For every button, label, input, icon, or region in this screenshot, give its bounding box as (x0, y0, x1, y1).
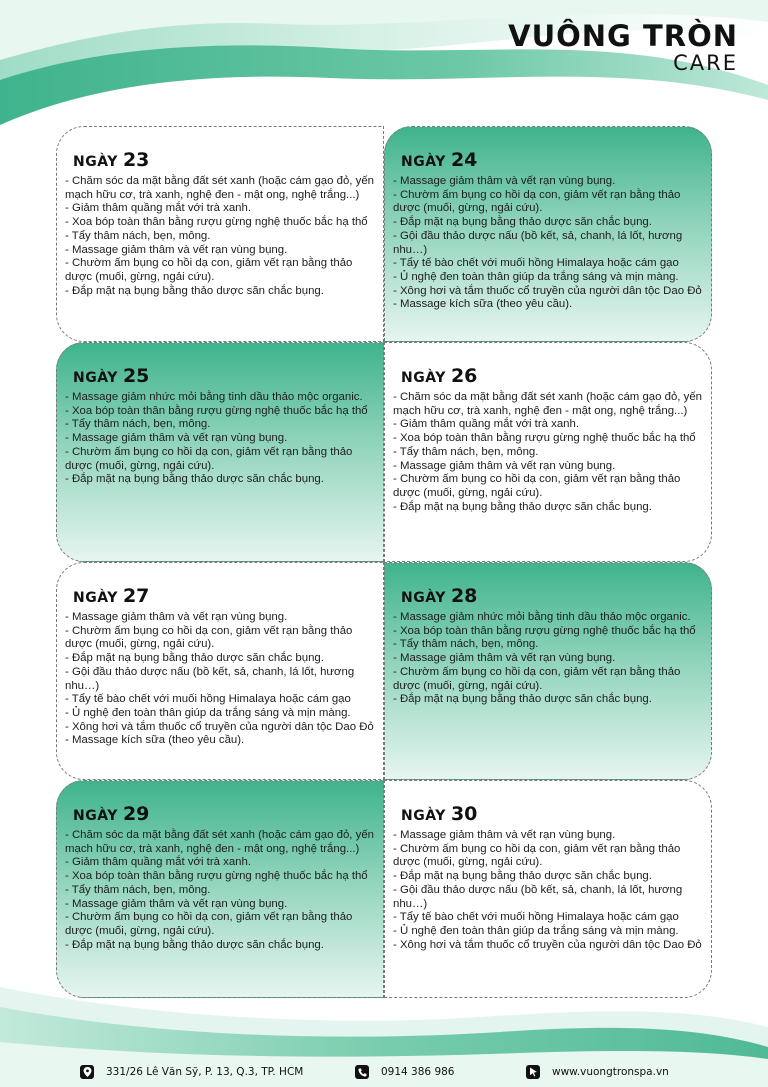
phone-icon (355, 1065, 369, 1079)
map-pin-icon (80, 1065, 94, 1079)
activity-item: - Gội đầu thảo dược nấu (bồ kết, sả, chanh, lá lốt, hương nhu…) (65, 665, 355, 692)
day-title (73, 803, 375, 825)
activity-item: - Chườm ấm bụng co hồi dạ con, giảm vết rạn bằng thảo dược (muối, gừng, ngải cứu). (65, 445, 353, 472)
footer-address (80, 1065, 303, 1079)
activity-item: - Xoa bóp toàn thân bằng rượu gừng nghệ thuốc bắc hạ thổ (393, 624, 696, 637)
activity-list (393, 611, 703, 707)
activity-item: - Chườm ấm bụng co hồi dạ con, giảm vết rạn bằng thảo dược (muối, gừng, ngải cứu). (65, 911, 353, 937)
activity-list (393, 829, 703, 952)
activity-item: - Massage giảm thâm và vết rạn vùng bụng. (393, 829, 616, 841)
day-number: 28 (450, 585, 478, 607)
day-label: NGÀY (401, 154, 446, 170)
address-text: 331/26 Lê Văn Sỹ, P. 13, Q.3, TP. HCM (106, 1066, 304, 1078)
activity-item: - Giảm thâm quầng mắt với trà xanh. (393, 418, 579, 431)
activity-item: - Chườm ấm bụng co hồi dạ con, giảm vết rạn bằng thảo dược (muối, gừng, ngải cứu). (393, 842, 681, 869)
day-title (73, 585, 375, 607)
activity-item: - Tẩy tế bào chết với muối hồng Himalaya hoặc cám gạo (393, 257, 679, 270)
activity-item: - Đắp mặt nạ bụng bằng thảo dược săn chắc bụng. (65, 938, 324, 951)
activity-list (393, 175, 703, 312)
activity-item: - Massage kích sữa (theo yêu cầu). (393, 298, 573, 311)
footer-website[interactable] (526, 1065, 669, 1079)
activity-item: - Ủ nghệ đen toàn thân giúp da trắng sáng và mịn màng. (393, 924, 679, 937)
activity-item: - Tẩy thâm nách, bẹn, mông. (393, 638, 539, 651)
activity-item: - Tẩy thâm nách, bẹn, mông. (65, 418, 211, 431)
day-card-24 (384, 126, 712, 342)
activity-item: - Đắp mặt nạ bụng bằng thảo dược săn chắc bụng. (65, 284, 324, 297)
activity-list (393, 391, 703, 514)
day-card-26 (384, 342, 712, 562)
day-card-23 (56, 126, 384, 342)
activity-list (65, 175, 375, 298)
activity-item: - Massage giảm thâm và vết rạn vùng bụng. (65, 897, 288, 910)
day-number: 24 (450, 149, 478, 171)
brand-name: VUÔNG TRÒN (508, 19, 738, 53)
activity-item: - Xoa bóp toàn thân bằng rượu gừng nghệ thuốc bắc hạ thổ (65, 216, 368, 229)
activity-item: - Xoa bóp toàn thân bằng rượu gừng nghệ thuốc bắc hạ thổ (65, 870, 368, 883)
day-title (401, 585, 703, 607)
activity-item: - Massage giảm thâm và vết rạn vùng bụng. (65, 432, 288, 445)
activity-item: - Massage giảm thâm và vết rạn vùng bụng. (65, 243, 288, 256)
day-number: 25 (122, 365, 150, 387)
activity-item: - Massage giảm thâm và vết rạn vùng bụng. (393, 175, 616, 187)
activity-item: - Ủ nghệ đen toàn thân giúp da trắng sáng và mịn màng. (393, 270, 679, 283)
day-label: NGÀY (73, 808, 118, 824)
phone-text: 0914 386 986 (381, 1066, 455, 1078)
activity-item: - Massage giảm nhức mỏi bằng tinh dầu thảo mộc organic. (393, 611, 691, 623)
day-card-29 (56, 780, 384, 998)
activity-item: - Xông hơi và tắm thuốc cổ truyền của người dân tộc Dao Đỏ (393, 284, 702, 297)
activity-item: - Chườm ấm bụng co hồi dạ con, giảm vết rạn bằng thảo dược (muối, gừng, ngải cứu). (65, 257, 353, 283)
day-card-25 (56, 342, 384, 562)
activity-item: - Massage giảm thâm và vết rạn vùng bụng. (65, 611, 288, 623)
activity-item: - Xoa bóp toàn thân bằng rượu gừng nghệ thuốc bắc hạ thổ (393, 432, 696, 445)
day-number: 29 (122, 803, 150, 825)
activity-item: - Massage giảm nhức mỏi bằng tinh dầu thảo mộc organic. (65, 391, 363, 403)
activity-item: - Gội đầu thảo dược nấu (bồ kết, sả, chanh, lá lốt, hương nhu…) (393, 883, 683, 910)
day-title (401, 149, 703, 171)
activity-item: - Đắp mặt nạ bụng bằng thảo dược săn chắc bụng. (393, 216, 652, 229)
activity-item: - Tẩy tế bào chết với muối hồng Himalaya hoặc cám gạo (393, 911, 679, 924)
brand-sub: CARE (673, 51, 738, 75)
activity-list (65, 611, 375, 748)
activity-item: - Giảm thâm quầng mắt với trà xanh. (65, 202, 251, 215)
activity-item: - Tẩy tế bào chết với muối hồng Himalaya hoặc cám gạo (65, 693, 351, 706)
website-link[interactable]: www.vuongtronspa.vn (552, 1066, 669, 1078)
day-label: NGÀY (73, 370, 118, 386)
brand-logo (508, 20, 738, 74)
day-title (401, 365, 703, 387)
day-number: 26 (450, 365, 478, 387)
day-title (73, 365, 375, 387)
activity-item: - Tẩy thâm nách, bẹn, mông. (65, 883, 211, 896)
activity-item: - Đắp mặt nạ bụng bằng thảo dược săn chắc bụng. (393, 870, 652, 883)
day-label: NGÀY (73, 154, 118, 170)
day-label: NGÀY (73, 590, 118, 606)
activity-item: - Chườm ấm bụng co hồi dạ con, giảm vết rạn bằng thảo dược (muối, gừng, ngải cứu). (393, 665, 681, 692)
day-number: 27 (122, 585, 150, 607)
activity-item: - Massage giảm thâm và vết rạn vùng bụng. (393, 652, 616, 665)
day-title (401, 803, 703, 825)
activity-item: - Gội đầu thảo dược nấu (bồ kết, sả, chanh, lá lốt, hương nhu…) (393, 229, 683, 256)
activity-item: - Chăm sóc da mặt bằng đất sét xanh (hoặc cám gạo đỏ, yến mạch hữu cơ, trà xanh, nghệ đen - mật ong, nghệ trắng...) (65, 175, 374, 201)
day-number: 23 (122, 149, 150, 171)
activity-item: - Tẩy thâm nách, bẹn, mông. (65, 229, 211, 242)
activity-list (65, 391, 375, 487)
day-label: NGÀY (401, 808, 446, 824)
activity-item: - Tẩy thâm nách, bẹn, mông. (393, 445, 539, 458)
activity-item: - Massage kích sữa (theo yêu cầu). (65, 734, 245, 747)
activity-item: - Đắp mặt nạ bụng bằng thảo dược săn chắc bụng. (393, 693, 652, 706)
activity-item: - Massage giảm thâm và vết rạn vùng bụng. (393, 459, 616, 472)
day-title (73, 149, 375, 171)
activity-item: - Đắp mặt nạ bụng bằng thảo dược săn chắc bụng. (65, 473, 324, 486)
activity-item: - Xông hơi và tắm thuốc cổ truyền của người dân tộc Dao Đỏ (393, 938, 702, 951)
day-label: NGÀY (401, 590, 446, 606)
day-number: 30 (450, 803, 478, 825)
day-card-28 (384, 562, 712, 780)
footer-phone[interactable] (355, 1065, 454, 1079)
activity-item: - Chườm ấm bụng co hồi dạ con, giảm vết rạn bằng thảo dược (muối, gừng, ngải cứu). (65, 624, 353, 651)
activity-item: - Giảm thâm quầng mắt với trà xanh. (65, 856, 251, 869)
activity-item: - Chăm sóc da mặt bằng đất sét xanh (hoặc cám gạo đỏ, yến mạch hữu cơ, trà xanh, nghệ đen - mật ong, nghệ trắng...) (65, 829, 374, 855)
activity-item: - Xoa bóp toàn thân bằng rượu gừng nghệ thuốc bắc hạ thổ (65, 404, 368, 417)
activity-item: - Ủ nghệ đen toàn thân giúp da trắng sáng và mịn màng. (65, 706, 351, 719)
activity-list (65, 829, 375, 952)
activity-item: - Chườm ấm bụng co hồi dạ con, giảm vết rạn bằng thảo dược (muối, gừng, ngải cứu). (393, 473, 681, 499)
day-card-30 (384, 780, 712, 998)
activity-item: - Chăm sóc da mặt bằng đất sét xanh (hoặc cám gạo đỏ, yến mạch hữu cơ, trà xanh, nghệ đen - mật ong, nghệ trắng...) (393, 391, 702, 417)
cursor-icon (526, 1065, 540, 1079)
activity-item: - Đắp mặt nạ bụng bằng thảo dược săn chắc bụng. (393, 500, 652, 513)
footer (0, 1057, 768, 1087)
day-label: NGÀY (401, 370, 446, 386)
activity-item: - Xông hơi và tắm thuốc cổ truyền của người dân tộc Dao Đỏ (65, 720, 374, 733)
activity-item: - Chườm ấm bụng co hồi dạ con, giảm vết rạn bằng thảo dược (muối, gừng, ngải cứu). (393, 188, 681, 215)
activity-item: - Đắp mặt nạ bụng bằng thảo dược săn chắc bụng. (65, 652, 324, 665)
day-card-27 (56, 562, 384, 780)
